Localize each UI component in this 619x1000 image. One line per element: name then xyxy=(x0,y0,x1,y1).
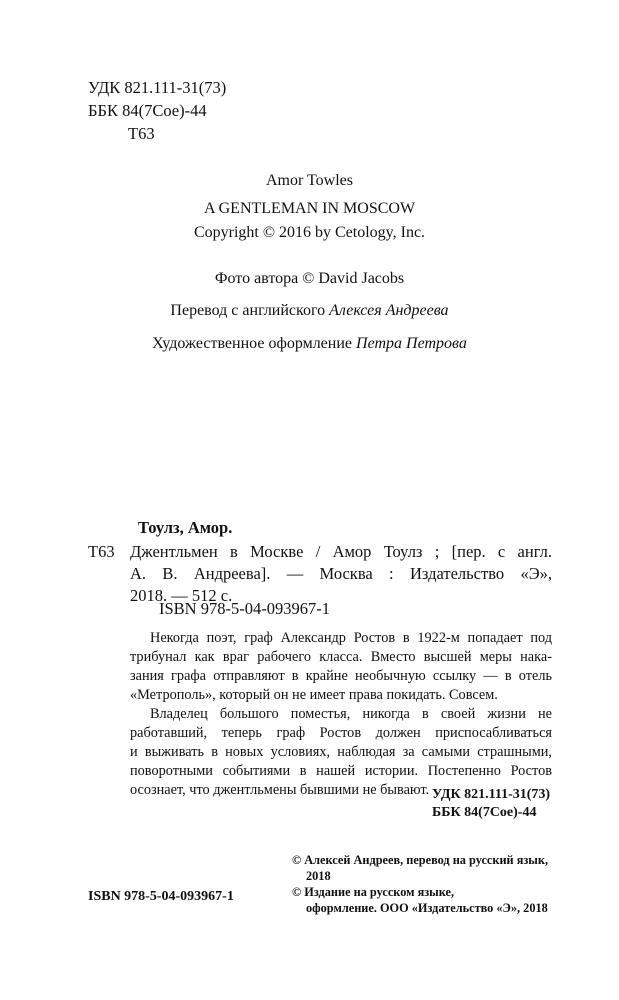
photo-credit-name: David Jacobs xyxy=(318,270,405,287)
annotation-line: работавший, теперь граф Ростов должен приспосабливаться xyxy=(130,725,552,741)
udk-code: УДК 821.111-31(73) xyxy=(88,78,227,97)
annotation-line: поворотными событиями в нашей истории. Постепенно Ростов xyxy=(130,763,552,779)
catalog-author-heading: Тоулз, Амор. xyxy=(138,518,233,537)
description-line: 2018. — 512 с. xyxy=(130,586,233,605)
copyright-edition-publisher: оформление. ООО «Издательство «Э», 2018 xyxy=(306,901,548,915)
translation-credit xyxy=(0,302,619,320)
annotation-line: трибунал как враг рабочего класса. Вместо высшей меры нака- xyxy=(130,649,552,665)
catalog-classification-codes xyxy=(432,786,550,822)
copyright-en: Copyright © 2016 by Cetology, Inc. xyxy=(193,224,426,241)
title-en: A GENTLEMAN IN MOSCOW xyxy=(203,200,416,217)
photo-credit-prefix: Фото автора © xyxy=(214,270,319,287)
description-line: Джентльмен в Москве / Амор Тоулз ; [пер. с англ. xyxy=(130,542,552,561)
description-line: А. В. Андреева]. — Москва : Издательство «Э», xyxy=(130,564,552,583)
copyright-translation: © Алексей Андреев, перевод на русский язык, xyxy=(292,853,549,867)
catalog-annotation xyxy=(130,629,552,800)
design-credit xyxy=(0,335,619,353)
catalog-bbk-code: ББК 84(7Сое)-44 xyxy=(432,805,537,820)
photo-credit xyxy=(0,270,619,288)
annotation-line: и выживать в новых условиях, наблюдая за самыми страшными, xyxy=(130,744,552,760)
annotation-line: осознает, что джентльмены бывшими не бывают. xyxy=(130,782,430,798)
translation-credit-prefix: Перевод с английского xyxy=(170,302,330,319)
catalog-isbn: ISBN 978-5-04-093967-1 xyxy=(159,599,330,618)
top-classification-codes xyxy=(88,76,226,145)
catalog-author-mark: Т63 xyxy=(88,542,115,561)
copyright-edition: © Издание на русском языке, xyxy=(292,885,455,899)
copyright-notices xyxy=(292,852,548,916)
author-name-en: Amor Towles xyxy=(265,172,354,189)
annotation-line: Некогда поэт, граф Александр Ростов в 1922-м попадает под xyxy=(150,630,552,646)
author-mark: Т63 xyxy=(128,124,155,143)
annotation-line: Владелец большого поместья, никогда в своей жизни не xyxy=(150,706,552,722)
bbk-code: ББК 84(7Сое)-44 xyxy=(88,101,207,120)
translator-name: Алексея Андреева xyxy=(329,302,449,319)
catalog-description xyxy=(130,541,552,607)
isbn-bottom: ISBN 978-5-04-093967-1 xyxy=(88,889,234,904)
annotation-line: зания графа отправляют в крайне необычную ссылку — в отель xyxy=(130,668,552,684)
catalog-udk-code: УДК 821.111-31(73) xyxy=(432,787,551,802)
copyright-translation-year: 2018 xyxy=(306,869,331,883)
designer-name: Петра Петрова xyxy=(356,335,467,352)
design-credit-prefix: Художественное оформление xyxy=(152,335,357,352)
annotation-line: «Метрополь», который он не имеет права покидать. Совсем. xyxy=(130,687,498,703)
